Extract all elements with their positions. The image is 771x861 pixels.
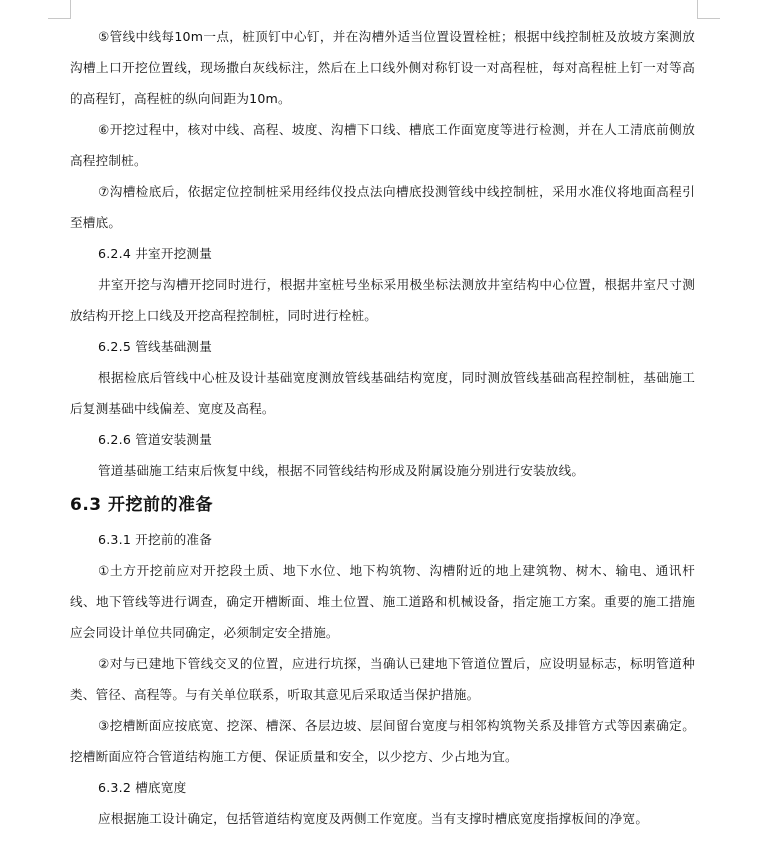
subheading-6-3-1: 6.3.1 开挖前的准备 [98, 532, 213, 547]
subheading-6-2-6: 6.2.6 管道安装测量 [98, 432, 213, 447]
paragraph-trench-width: 应根据施工设计确定，包括管道结构宽度及两侧工作宽度。当有支撑时槽底宽度指撑板间的净宽。 [98, 811, 649, 826]
paragraph-well-excavation: 井室开挖与沟槽开挖同时进行，根据井室桩号坐标采用极坐标法测放井室结构中心位置，根据井室尺寸测放结构开挖上口线及开挖高程控制桩，同时进行栓桩。 [70, 277, 695, 323]
subheading-6-2-4: 6.2.4 井室开挖测量 [98, 246, 213, 261]
subheading-6-3-2: 6.3.2 槽底宽度 [98, 780, 187, 795]
paragraph-excavation-check: ⑥开挖过程中，核对中线、高程、坡度、沟槽下口线、槽底工作面宽度等进行检测，并在人工清底前侧放高程控制桩。 [70, 122, 695, 168]
paragraph-trench-section: ③挖槽断面应按底宽、挖深、槽深、各层边坡、层间留台宽度与相邻构筑物关系及排管方式等因素确定。挖槽断面应符合管道结构施工方便、保证质量和安全，以少挖方、少占地为宜。 [70, 718, 695, 764]
document-page [70, 18, 695, 834]
crop-mark-top-right [697, 0, 720, 19]
paragraph-foundation-survey: 根据检底后管线中心桩及设计基础宽度测放管线基础结构宽度，同时测放管线基础高程控制桩，基础施工后复测基础中线偏差、宽度及高程。 [70, 370, 695, 416]
paragraph-pipe-installation: 管道基础施工结束后恢复中线，根据不同管线结构形成及附属设施分别进行安装放线。 [98, 463, 585, 478]
paragraph-existing-pipes: ②对与已建地下管线交叉的位置，应进行坑探，当确认已建地下管道位置后，应设明显标志，标明管道种类、管径、高程等。与有关单位联系，听取其意见后采取适当保护措施。 [70, 656, 695, 702]
subheading-6-2-5: 6.2.5 管线基础测量 [98, 339, 213, 354]
crop-mark-top-left [48, 0, 71, 19]
paragraph-centerline-stakes: ⑤管线中线每10m一点，桩顶钉中心钉，并在沟槽外适当位置设置栓桩；根据中线控制桩及放坡方案测放沟槽上口开挖位置线，现场撒白灰线标注，然后在上口线外侧对称钉设一对高程桩，每对高程桩上钉一对等高的高程钉，高程桩的纵向间距为10m。 [70, 29, 695, 106]
section-heading-6-3: 6.3 开挖前的准备 [70, 495, 214, 515]
paragraph-trench-bottom: ⑦沟槽检底后，依据定位控制桩采用经纬仪投点法向槽底投测管线中线控制桩，采用水准仪将地面高程引至槽底。 [70, 184, 695, 230]
paragraph-pre-excavation-survey: ①土方开挖前应对开挖段土质、地下水位、地下构筑物、沟槽附近的地上建筑物、树木、输电、通讯杆线、地下管线等进行调查，确定开槽断面、堆土位置、施工道路和机械设备，指定施工方案。重要的施工措施应会同设计单位共同确定，必须制定安全措施。 [70, 563, 695, 640]
